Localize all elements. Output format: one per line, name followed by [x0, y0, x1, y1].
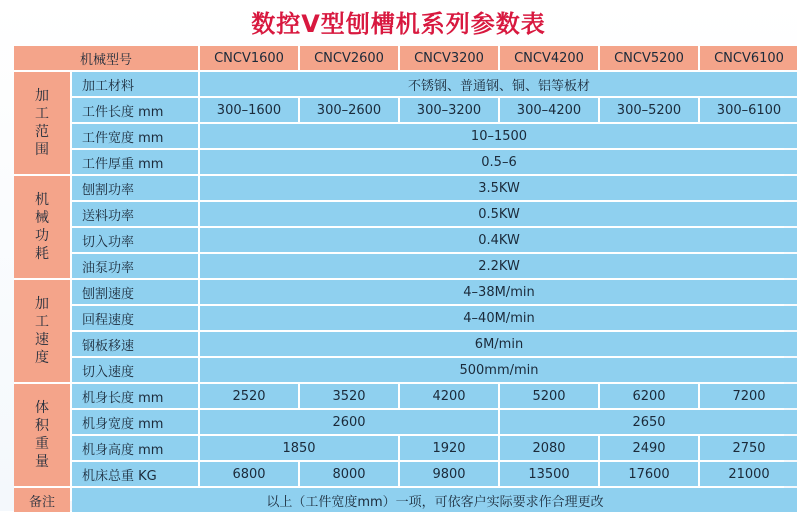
value-weight: 21000	[700, 462, 797, 486]
value-length: 300–4200	[500, 98, 598, 122]
note-text: 以上（工件宽度mm）一项，可依客户实际要求作合理更改	[72, 488, 797, 512]
value-thickness: 0.5–6	[200, 150, 797, 174]
value-pump-power: 2.2KW	[200, 254, 797, 278]
group-char: 度	[35, 350, 49, 366]
group-processing-speed	[14, 280, 70, 382]
row-label-pump-power: 油泵功率	[72, 254, 198, 278]
row-label-weight: 机床总重 KG	[72, 462, 198, 486]
group-char: 重	[35, 436, 49, 452]
value-length: 300–5200	[600, 98, 698, 122]
model-header-cncv5200: CNCV5200	[600, 46, 698, 70]
row-label-return-speed: 回程速度	[72, 306, 198, 330]
group-char: 围	[35, 142, 49, 158]
value-body-length: 2520	[200, 384, 298, 408]
value-weight: 8000	[300, 462, 398, 486]
value-body-length: 6200	[600, 384, 698, 408]
value-width: 10–1500	[200, 124, 797, 148]
row-label-plate-speed: 钢板移速	[72, 332, 198, 356]
value-body-height: 2080	[500, 436, 598, 460]
group-char: 加	[35, 296, 49, 312]
group-char: 机	[35, 192, 49, 208]
group-char: 耗	[35, 246, 49, 262]
value-cutin-speed: 500mm/min	[200, 358, 797, 382]
row-label-cutin-power: 切入功率	[72, 228, 198, 252]
model-header-label: 机械型号	[14, 46, 198, 70]
group-char: 功	[35, 228, 49, 244]
page-title: 数控V型刨槽机系列参数表	[251, 10, 546, 38]
value-body-width: 2600	[200, 410, 498, 434]
value-material: 不锈钢、普通钢、铜、铝等板材	[200, 72, 797, 96]
value-weight: 6800	[200, 462, 298, 486]
value-body-length: 5200	[500, 384, 598, 408]
row-label-width: 工件宽度 mm	[72, 124, 198, 148]
value-body-height: 2750	[700, 436, 797, 460]
model-header-cncv1600: CNCV1600	[200, 46, 298, 70]
group-mechanical-power	[14, 176, 70, 278]
group-volume-weight	[14, 384, 70, 486]
value-body-width: 2650	[500, 410, 797, 434]
spec-table	[14, 46, 784, 510]
model-header-cncv6100: CNCV6100	[700, 46, 797, 70]
group-char: 体	[35, 400, 49, 416]
row-label-planing-power: 刨割功率	[72, 176, 198, 200]
model-header-cncv4200: CNCV4200	[500, 46, 598, 70]
value-planing-speed: 4–38M/min	[200, 280, 797, 304]
value-weight: 17600	[600, 462, 698, 486]
row-label-planing-speed: 刨割速度	[72, 280, 198, 304]
model-header-cncv2600: CNCV2600	[300, 46, 398, 70]
value-body-length: 3520	[300, 384, 398, 408]
group-char: 械	[35, 210, 49, 226]
group-char: 加	[35, 88, 49, 104]
value-cutin-power: 0.4KW	[200, 228, 797, 252]
value-body-height: 1850	[200, 436, 398, 460]
value-plate-speed: 6M/min	[200, 332, 797, 356]
value-feed-power: 0.5KW	[200, 202, 797, 226]
group-char: 工	[35, 314, 49, 330]
group-char: 工	[35, 106, 49, 122]
value-weight: 13500	[500, 462, 598, 486]
value-length: 300–6100	[700, 98, 797, 122]
group-char: 范	[35, 124, 49, 140]
value-planing-power: 3.5KW	[200, 176, 797, 200]
value-length: 300–2600	[300, 98, 398, 122]
value-return-speed: 4–40M/min	[200, 306, 797, 330]
row-label-body-width: 机身宽度 mm	[72, 410, 198, 434]
value-weight: 9800	[400, 462, 498, 486]
row-label-material: 加工材料	[72, 72, 198, 96]
value-length: 300–3200	[400, 98, 498, 122]
value-body-height: 1920	[400, 436, 498, 460]
row-label-cutin-speed: 切入速度	[72, 358, 198, 382]
value-body-length: 7200	[700, 384, 797, 408]
group-processing-range	[14, 72, 70, 174]
row-label-thickness: 工件厚重 mm	[72, 150, 198, 174]
group-char: 量	[35, 454, 49, 470]
value-body-length: 4200	[400, 384, 498, 408]
row-label-feed-power: 送料功率	[72, 202, 198, 226]
row-label-body-height: 机身高度 mm	[72, 436, 198, 460]
note-label: 备注	[14, 488, 70, 512]
value-body-height: 2490	[600, 436, 698, 460]
value-length: 300–1600	[200, 98, 298, 122]
group-char: 积	[35, 418, 49, 434]
group-char: 速	[35, 332, 49, 348]
row-label-length: 工件长度 mm	[72, 98, 198, 122]
model-header-cncv3200: CNCV3200	[400, 46, 498, 70]
row-label-body-length: 机身长度 mm	[72, 384, 198, 408]
